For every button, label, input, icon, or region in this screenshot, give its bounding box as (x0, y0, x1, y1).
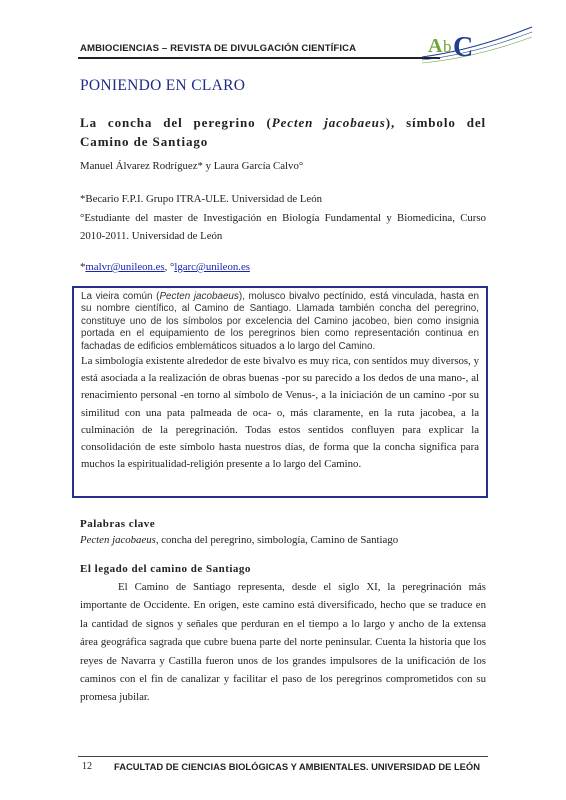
keywords-rest: concha del peregrino, simbología, Camino de Santiago (158, 534, 399, 546)
author-emails (80, 261, 250, 273)
section-heading-legado: El legado del camino de Santiago (80, 563, 251, 575)
svg-text:C: C (453, 32, 474, 63)
legado-paragraph: El Camino de Santiago representa, desde el siglo XI, la peregrinación más importante de Occidente. En origen, este camino está diversificado, hecho que se traduce en la cantidad de signos y señales que perduran en el tiempo a lo largo y ancho de la extensa área geográfica sagrada que cubre buena parte del norte peninsular. Cuenta la historia que los reyes de Navarra y Castilla fueron unos de los grandes impulsores de la unificación de los caminos con el fin de canalizar y facilitar el paso de los peregrinos comprometidos con su promesa jubilar. (80, 581, 486, 704)
affiliation-2: °Estudiante del master de Investigación en Biología Fundamental y Biomedicina, Curso 2010-2011. Universidad de León (80, 212, 486, 242)
affiliation-1: *Becario F.P.I. Grupo ITRA-ULE. Universidad de León (80, 193, 323, 205)
article-title-part2: ), símbolo del Camino de Santiago (80, 115, 487, 149)
abstract-box (72, 286, 488, 498)
abstract-paragraph-1 (81, 291, 479, 353)
keywords-species: Pecten jacobaeus, (80, 534, 159, 546)
header-divider (78, 57, 440, 59)
abstract-p1-start: La vieira común ( (81, 291, 160, 302)
email-link-1[interactable]: malvr@unileon.es (85, 261, 165, 273)
journal-header: AMBIOCIENCIAS – REVISTA DE DIVULGACIÓN CIENTÍFICA (80, 43, 357, 54)
abstract-paragraph-2: La simbología existente alrededor de este bivalvo es muy rica, con sentidos muy diversos, y está asociada a la realización de obras buenas -por su parecido a los dedos de una mano-, al renacimiento personal -en torno al símbolo de Venus-, a la iniciación de un camino -por su similitud con una pata palmeada de oca- o, más claramente, en la ruta jacobea, a la culminación de la peregrinación. Todas estos sentidos confluyen para explicar la consolidación de este símbolo hasta nuestros días, de forma que la concha significa para muchos la espiritualidad-religión presente a lo largo del Camino. (81, 355, 479, 471)
article-title-species: Pecten jacobaeus (271, 115, 386, 130)
abstract-p1-rest: ), molusco bivalvo pectínido, está vinculada, hasta en su nombre científico, al Camino de Santiago. Llamada también concha del peregrino, constituye uno de los símbolos por excelencia del Camino jacobeo, bien como insignia portada en el equipamiento de los peregrinos bien como representación continua en fachadas de edificios emblemáticos situados a lo largo del Camino. (81, 291, 480, 352)
email-link-2[interactable]: lgarc@unileon.es (174, 261, 250, 273)
article-title-part1: La concha del peregrino ( (80, 115, 272, 130)
page-number: 12 (82, 761, 92, 772)
footer-faculty: FACULTAD DE CIENCIAS BIOLÓGICAS Y AMBIENTALES. UNIVERSIDAD DE LEÓN (114, 761, 480, 772)
svg-text:b: b (443, 37, 452, 56)
authors: Manuel Álvarez Rodríguez* y Laura García Calvo° (80, 160, 304, 172)
email-separator: , ° (164, 261, 175, 273)
keywords-heading: Palabras clave (80, 518, 156, 530)
article-title (80, 113, 486, 151)
section-title: PONIENDO EN CLARO (80, 77, 246, 94)
journal-logo (414, 22, 534, 72)
footer-divider (78, 756, 488, 757)
svg-text:A: A (428, 35, 443, 57)
abstract-p1-species: Pecten jacobaeus (159, 291, 239, 302)
keywords-list (80, 534, 398, 546)
email-prefix: * (80, 261, 86, 273)
